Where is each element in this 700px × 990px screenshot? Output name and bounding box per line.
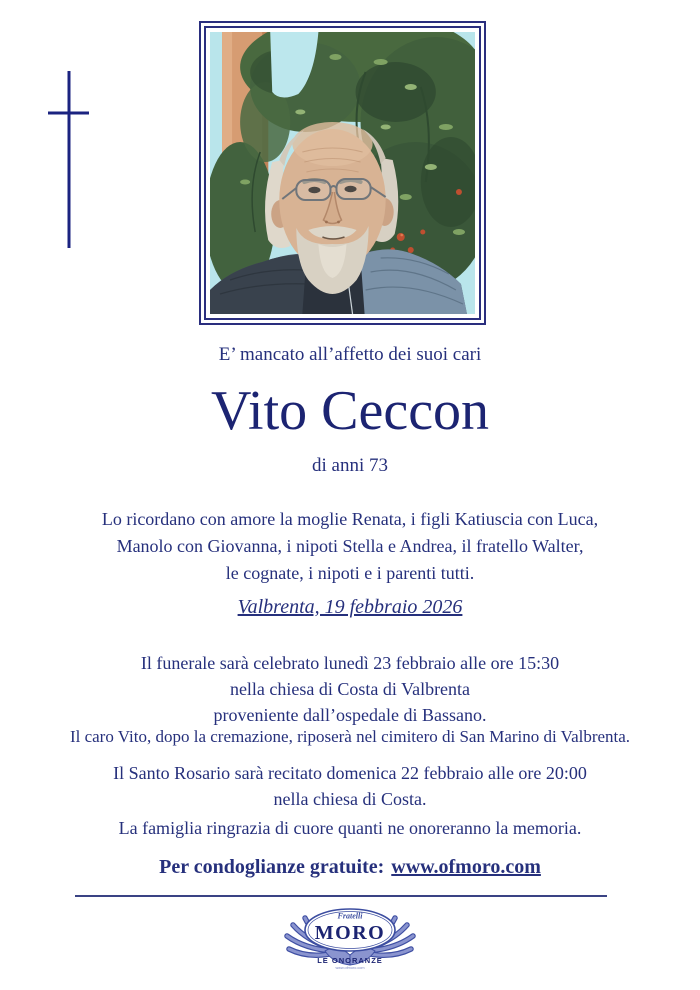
dateline xyxy=(0,596,700,619)
deceased-name: Vito Ceccon xyxy=(210,380,490,442)
cross-icon-svg xyxy=(45,68,95,253)
logo-tagline: LE ONORANZE xyxy=(317,956,383,965)
photo-frame-inner xyxy=(204,26,481,320)
condolences-link[interactable]: www.ofmoro.com xyxy=(391,856,541,878)
dateline-text: Valbrenta, 19 febbraio 2026 xyxy=(237,596,463,618)
rosary-line: Il Santo Rosario sarà recitato domenica 22 febbraio alle ore 20:00 xyxy=(113,763,587,783)
age-line: di anni 73 xyxy=(312,455,388,476)
rosary-paragraph xyxy=(0,760,700,812)
cross-icon xyxy=(45,68,95,253)
intro-line: E’ mancato all’affetto dei suoi cari xyxy=(218,344,482,365)
cupped-hands-icon xyxy=(275,902,425,976)
logo-top-word: Fratelli xyxy=(337,911,363,921)
condolences-line xyxy=(0,856,700,879)
cremation-line: Il caro Vito, dopo la cremazione, riposerà nel cimitero di San Marino di Valbrenta. xyxy=(69,727,631,746)
rosary-line: nella chiesa di Costa. xyxy=(273,789,427,809)
funeral-home-logo xyxy=(275,902,425,976)
condolences-label: Per condoglianze gratuite: xyxy=(159,856,385,878)
logo-brand: MORO xyxy=(314,922,386,944)
family-line: Lo ricordano con amore la moglie Renata, i figli Katiuscia con Luca, xyxy=(101,509,599,529)
funeral-paragraph xyxy=(0,650,700,728)
thanks-line: La famiglia ringrazia di cuore quanti ne onoreranno la memoria. xyxy=(118,818,582,838)
family-line: Manolo con Giovanna, i nipoti Stella e Andrea, il fratello Walter, xyxy=(116,536,584,556)
family-paragraph xyxy=(0,506,700,587)
funeral-line: proveniente dall’ospedale di Bassano. xyxy=(213,705,487,725)
family-line: le cognate, i nipoti e i parenti tutti. xyxy=(225,563,475,583)
logo-website: www.ofmoro.com xyxy=(335,966,365,970)
funeral-line: nella chiesa di Costa di Valbrenta xyxy=(229,679,471,699)
portrait-photo xyxy=(210,32,475,314)
separator-rule xyxy=(75,895,607,897)
funeral-line: Il funerale sarà celebrato lunedì 23 febbraio alle ore 15:30 xyxy=(140,653,560,673)
photo-frame xyxy=(199,21,486,325)
